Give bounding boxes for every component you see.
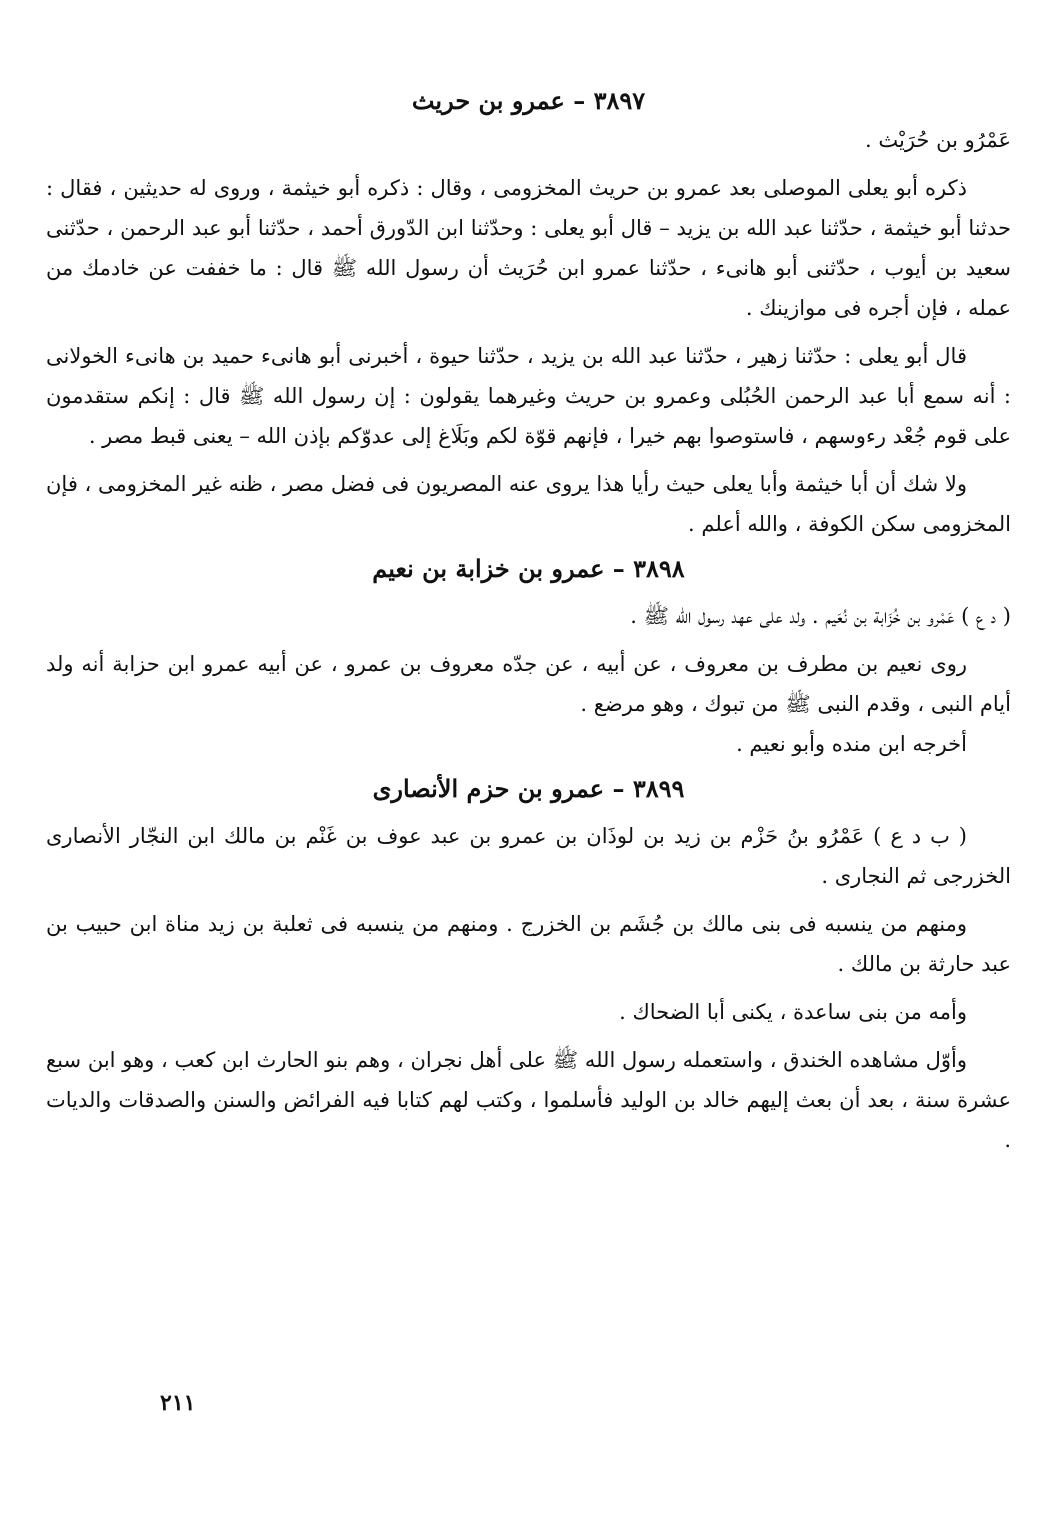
entry-heading: ٣٨٩٨ – عمرو بن خزابة بن نعيم	[372, 554, 685, 583]
entry-name: عَمْرُو بن حُرَيْث .	[865, 128, 1011, 152]
paragraph: أخرجه ابن منده وأبو نعيم .	[736, 732, 967, 756]
paragraph: وأمه من بنى ساعدة ، يكنى أبا الضحاك .	[619, 1000, 967, 1024]
entry-heading: ٣٨٩٩ – عمرو بن حزم الأنصارى	[372, 774, 685, 803]
paragraph: قال أبو يعلى : حدّثنا زهير ، حدّثنا عبد الله بن يزيد ، حدّثنا حيوة ، أخبرنى أبو هانىء حميد بن هانىء الخولانى : أنه سمع أبا عبد الرحمن الحُبُلى وعمرو بن حريث وغيرهما يقولون : إن رسول الله ﷺ قال : إنكم ستقدمون على قوم جُعْد رءوسهم ، فاستوصوا بهم خيرا ، فإنهم قوّة لكم وبَلَاغ إلى عدوّكم بإذن الله – يعنى قبط مصر .	[46, 344, 1011, 448]
paragraph: وأوّل مشاهده الخندق ، واستعمله رسول الله ﷺ على أهل نجران ، وهم بنو الحارث ابن كعب ، وهو ابن سبع عشرة سنة ، بعد أن بعث إليهم خالد بن الوليد فأسلموا ، وكتب لهم كتابا فيه الفرائض والسنن والصدقات والديات .	[46, 1048, 1011, 1152]
page-number: ٢١١	[160, 1390, 196, 1416]
paragraph: ومنهم من ينسبه فى بنى مالك بن جُشَم بن الخزرج . ومنهم من ينسبه فى ثعلبة بن زيد مناة ابن حبيب بن عبد حارثة بن مالك .	[46, 912, 1011, 976]
paragraph: ( ب د ع ) عَمْرُو بنُ حَزْم بن زيد بن لوذَان بن عمرو بن عبد عوف بن غَنْم بن مالك ابن النجّار الأنصارى الخزرجى ثم النجارى .	[46, 824, 1011, 888]
entry-heading: ٣٨٩٧ – عمرو بن حريث	[411, 86, 646, 115]
paragraph: ولا شك أن أبا خيثمة وأبا يعلى حيث رأيا هذا يروى عنه المصريون فى فضل مصر ، ظنه غير المخزومى ، فإن المخزومى سكن الكوفة ، والله أعلم .	[46, 472, 1011, 536]
paragraph: روى نعيم بن مطرف بن معروف ، عن أبيه ، عن جدّه معروف بن عمرو ، عن أبيه عمرو ابن حزابة أنه ولد أيام النبى ، وقدم النبى ﷺ من تبوك ، وهو مرضع .	[46, 652, 1011, 716]
paragraph: ذكره أبو يعلى الموصلى بعد عمرو بن حريث المخزومى ، وقال : ذكره أبو خيثمة ، وروى له حديثين ، فقال : حدثنا أبو خيثمة ، حدّثنا عبد الله بن يزيد – قال أبو يعلى : وحدّثنا ابن الدّورق أحمد ، حدّثنا أبو عبد الرحمن ، حدّثنى سعيد بن أيوب ، حدّثنى أبو هانىء ، حدّثنا عمرو ابن حُرَيث أن رسول الله ﷺ قال : ما خففت عن خادمك من عمله ، فإن أجره فى موازينك .	[46, 176, 1011, 320]
paragraph: ( د ع ) عَمْرو بن خُزَابة بن نُعَيم . ولد على عهد رسول الله ﷺ .	[630, 604, 1011, 628]
